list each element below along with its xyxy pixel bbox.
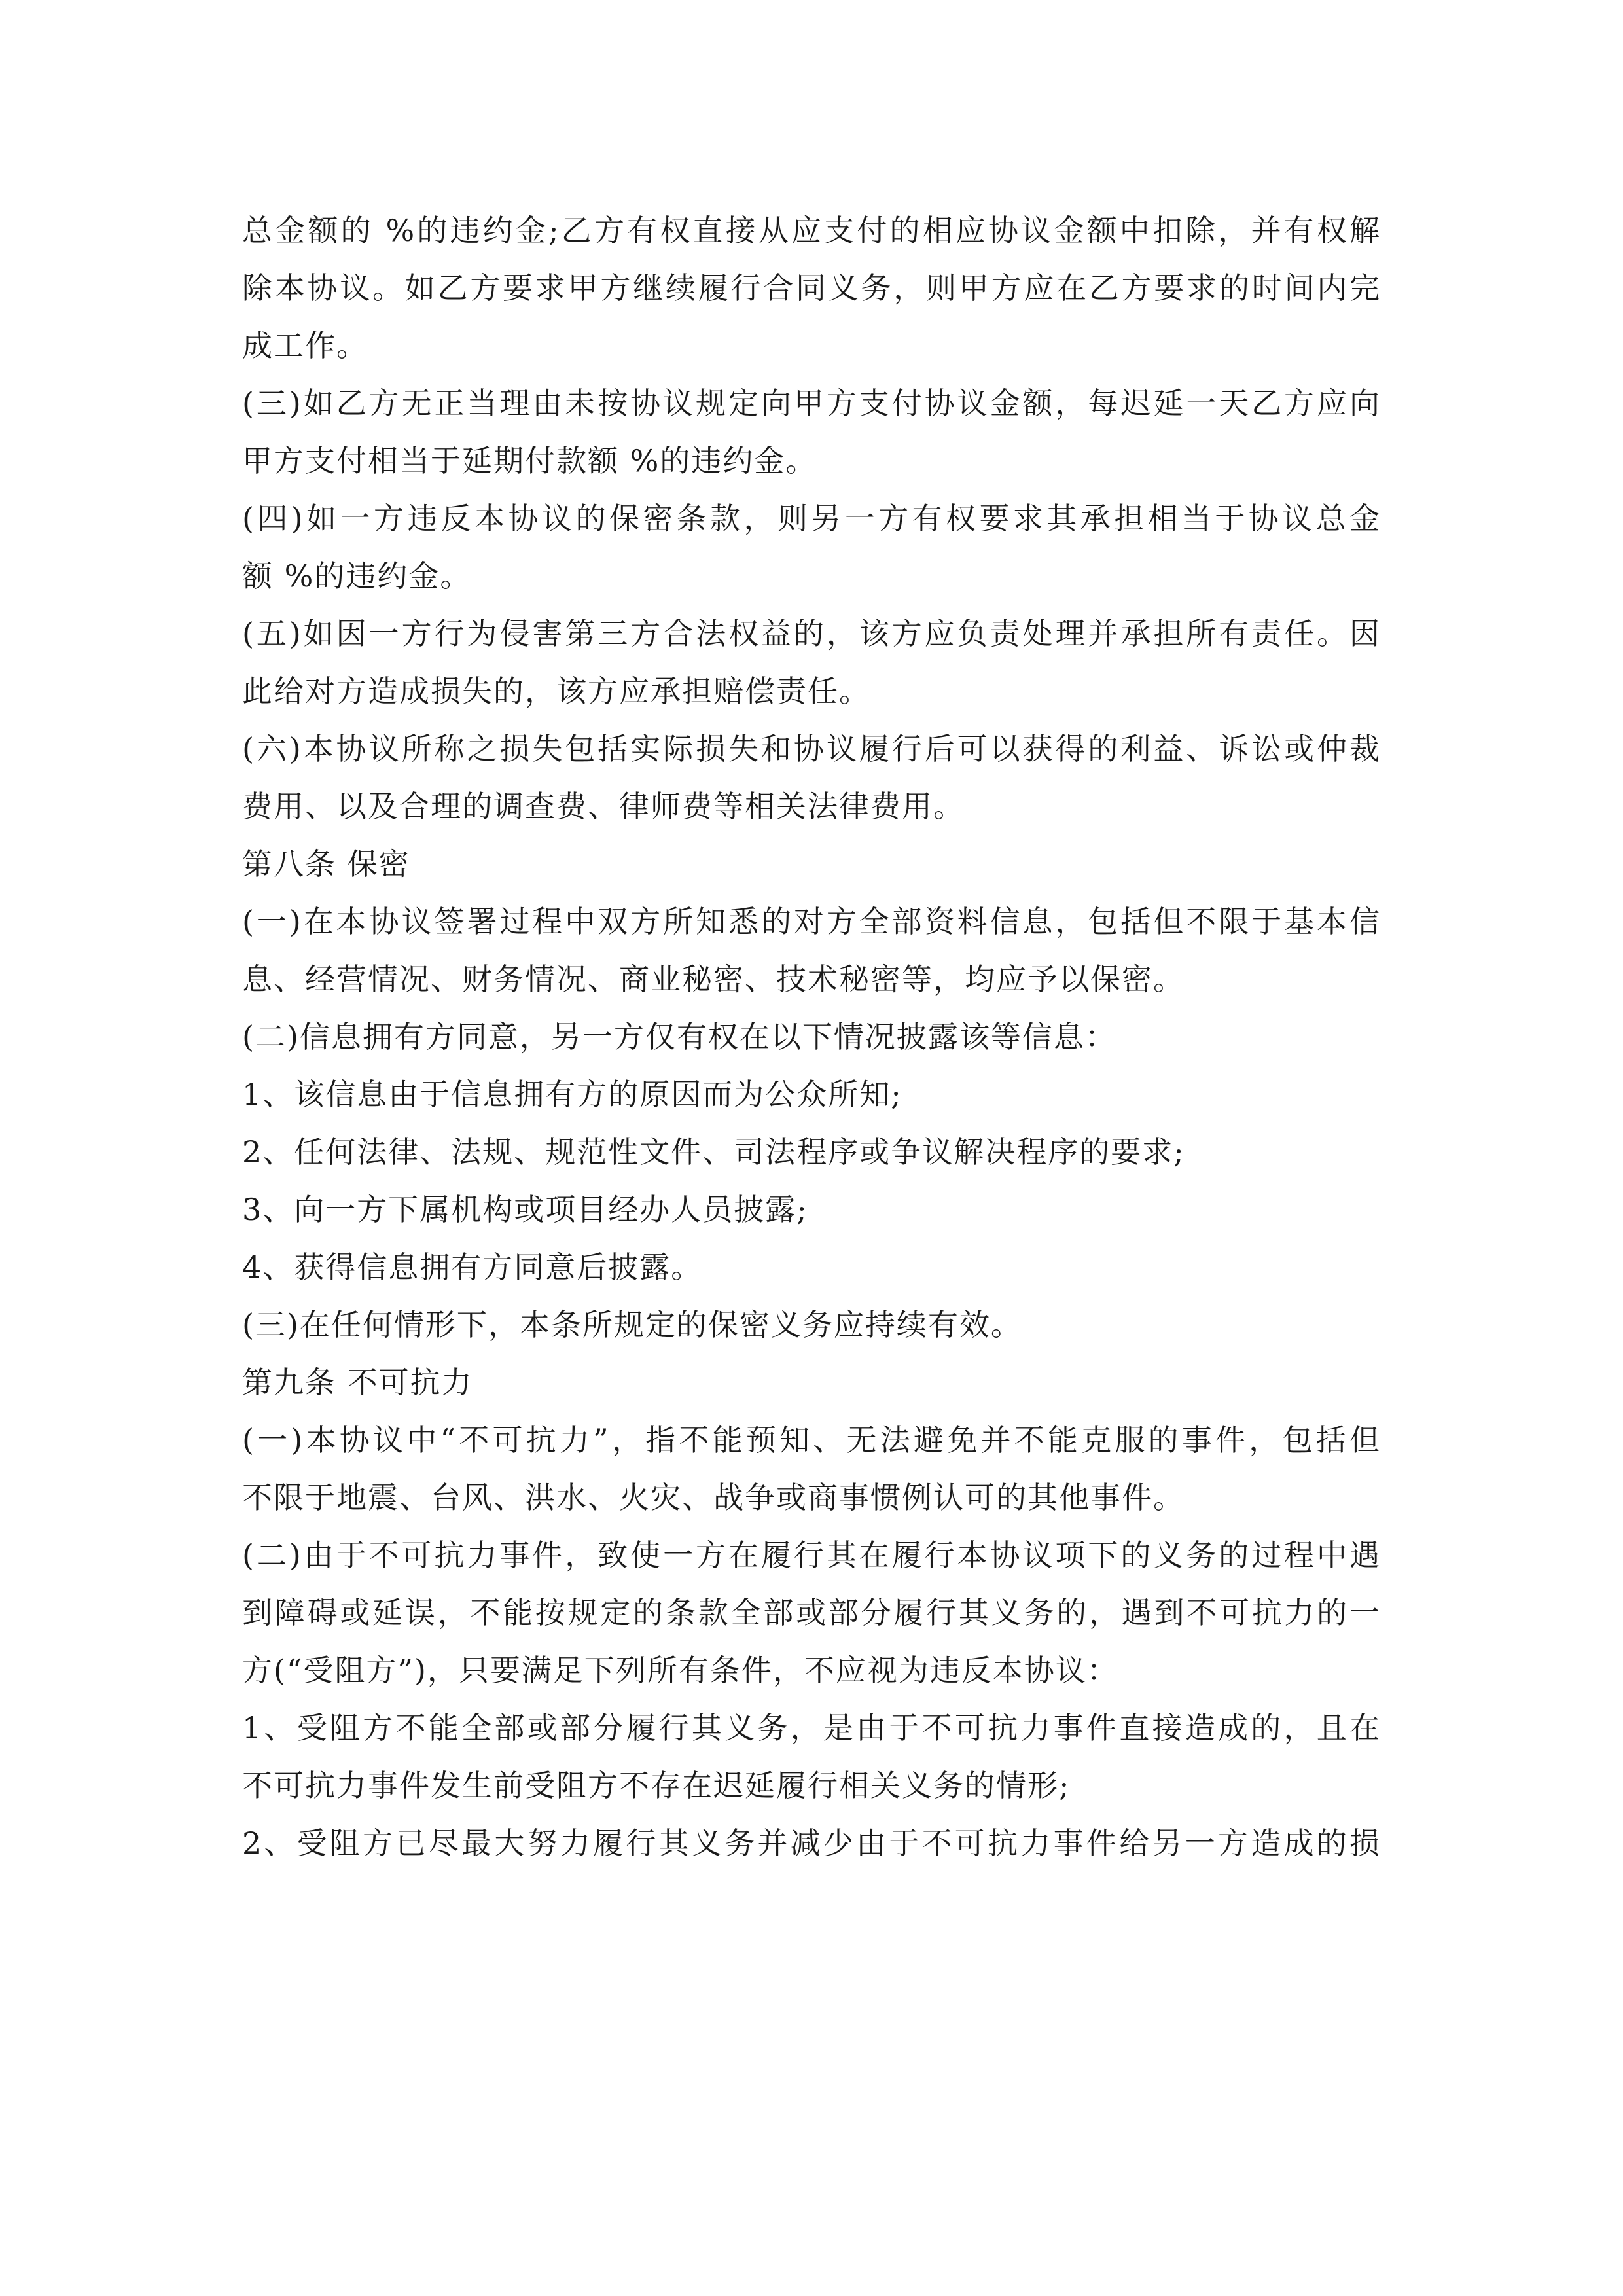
text-line: 费用、以及合理的调查费、律师费等相关法律费用。 [242, 789, 965, 824]
text-line: 1、受阻方不能全部或部分履行其义务，是由于不可抗力事件直接造成的，且在 [242, 1710, 1381, 1746]
text-line: (四)如一方违反本协议的保密条款，则另一方有权要求其承担相当于协议总金 [242, 501, 1381, 536]
section-heading: 第八条 保密 [242, 846, 410, 882]
text-line: 除本协议。如乙方要求甲方继续履行合同义务，则甲方应在乙方要求的时间内完 [242, 270, 1381, 306]
text-line: (六)本协议所称之损失包括实际损失和协议履行后可以获得的利益、诉讼或仲裁 [242, 731, 1381, 766]
text-line: 2、任何法律、法规、规范性文件、司法程序或争议解决程序的要求; [242, 1134, 1185, 1170]
text-line: (三)如乙方无正当理由未按协议规定向甲方支付协议金额，每迟延一天乙方应向 [242, 386, 1381, 421]
text-line: 3、向一方下属机构或项目经办人员披露; [242, 1192, 808, 1227]
text-line: (一)在本协议签署过程中双方所知悉的对方全部资料信息，包括但不限于基本信 [242, 904, 1381, 939]
text-line: 总金额的 %的违约金;乙方有权直接从应支付的相应协议金额中扣除，并有权解 [242, 213, 1381, 248]
text-line: 息、经营情况、财务情况、商业秘密、技术秘密等，均应予以保密。 [242, 961, 1185, 997]
text-line: 不限于地震、台风、洪水、火灾、战争或商事惯例认可的其他事件。 [242, 1480, 1185, 1515]
text-line: 甲方支付相当于延期付款额 %的违约金。 [242, 443, 817, 478]
text-line: 4、获得信息拥有方同意后披露。 [242, 1249, 703, 1285]
text-line: 方(“受阻方”)，只要满足下列所有条件，不应视为违反本协议： [242, 1653, 1118, 1688]
text-line: 成工作。 [242, 328, 368, 363]
text-line: (二)信息拥有方同意，另一方仅有权在以下情况披露该等信息： [242, 1019, 1116, 1054]
text-line: (二)由于不可抗力事件，致使一方在履行其在履行本协议项下的义务的过程中遇 [242, 1537, 1381, 1573]
section-heading: 第九条 不可抗力 [242, 1365, 473, 1400]
document-body [242, 202, 1381, 1872]
text-line: 额 %的违约金。 [242, 558, 472, 594]
text-line: 1、该信息由于信息拥有方的原因而为公众所知; [242, 1077, 902, 1112]
text-line: (五)如因一方行为侵害第三方合法权益的，该方应负责处理并承担所有责任。因 [242, 616, 1381, 651]
text-line: 不可抗力事件发生前受阻方不存在迟延履行相关义务的情形; [242, 1768, 1071, 1803]
text-line: 2、受阻方已尽最大努力履行其义务并减少由于不可抗力事件给另一方造成的损 [242, 1825, 1381, 1861]
text-line: (一)本协议中“不可抗力”，指不能预知、无法避免并不能克服的事件，包括但 [242, 1422, 1381, 1458]
text-line: 到障碍或延误，不能按规定的条款全部或部分履行其义务的，遇到不可抗力的一 [242, 1595, 1381, 1630]
text-line: (三)在任何情形下，本条所规定的保密义务应持续有效。 [242, 1307, 1022, 1342]
text-line: 此给对方造成损失的，该方应承担赔偿责任。 [242, 673, 870, 709]
